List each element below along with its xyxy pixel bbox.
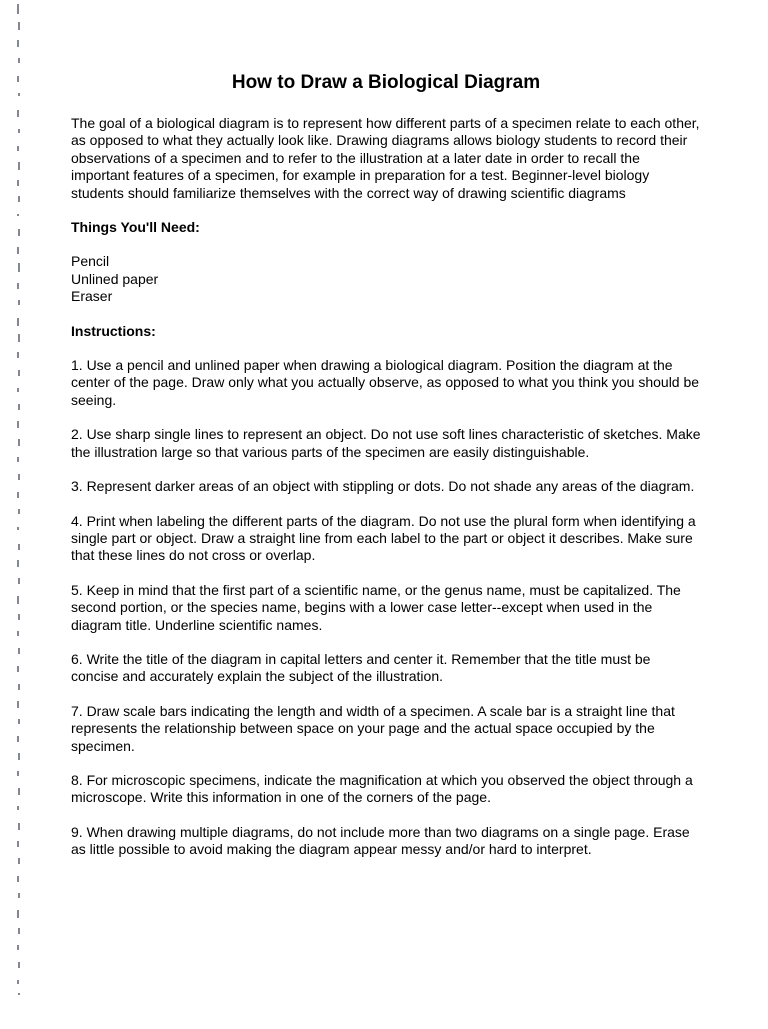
instruction-step-2: 2. Use sharp single lines to represent an object. Do not use soft lines characteristic of sketches. Make the illustration large so that various parts of the specimen are easily distinguishable. — [71, 426, 701, 460]
things-needed-list — [71, 253, 701, 305]
things-needed-heading: Things You'll Need: — [71, 219, 200, 236]
list-item: Pencil — [71, 253, 110, 270]
list-item: Eraser — [71, 288, 113, 305]
instructions-heading: Instructions: — [71, 322, 156, 339]
instruction-step-7: 7. Draw scale bars indicating the length and width of a specimen. A scale bar is a straight line that represents the relationship between space on your page and the actual space occupied by the specimen. — [71, 702, 675, 754]
intro-paragraph: The goal of a biological diagram is to represent how different parts of a specimen relate to each other, as opposed to what they actually look like. Drawing diagrams allows biology students to record their observations of a specimen and to refer to the illustration at a later date in order to recall the important features of a specimen, for example in preparation for a test. Beginner-level biology students should familiarize themselves with the correct way of drawing scientific diagrams — [71, 115, 700, 201]
scan-edge-artifacts — [14, 0, 24, 1024]
instruction-step-9: 9. When drawing multiple diagrams, do not include more than two diagrams on a single page. Erase as little possible to avoid making the diagram appear messy and/or hard to interpret. — [71, 823, 690, 858]
instruction-step-5: 5. Keep in mind that the first part of a scientific name, or the genus name, must be capitalized. The second portion, or the species name, begins with a lower case letter--except when used in the diagram title. Underline scientific names. — [71, 581, 681, 633]
instruction-step-3: 3. Represent darker areas of an object with stippling or dots. Do not shade any areas of the diagram. — [71, 478, 695, 495]
instruction-step-8: 8. For microscopic specimens, indicate the magnification at which you observed the object through a microscope. Write this information in one of the corners of the page. — [71, 771, 693, 806]
list-item: Unlined paper — [71, 270, 159, 287]
instruction-step-6: 6. Write the title of the diagram in capital letters and center it. Remember that the title must be concise and accurately explain the subject of the illustration. — [71, 650, 651, 685]
document-page — [71, 70, 701, 876]
instructions-list — [71, 357, 701, 859]
page-title: How to Draw a Biological Diagram — [231, 72, 541, 93]
instruction-step-4: 4. Print when labeling the different parts of the diagram. Do not use the plural form when identifying a single part or object. Draw a straight line from each label to the part or object it describes. Make sure that these lines do not cross or overlap. — [71, 512, 696, 564]
instruction-step-1: 1. Use a pencil and unlined paper when drawing a biological diagram. Position the diagram at the center of the page. Draw only what you actually observe, as opposed to what you think you should be seeing. — [71, 357, 700, 408]
